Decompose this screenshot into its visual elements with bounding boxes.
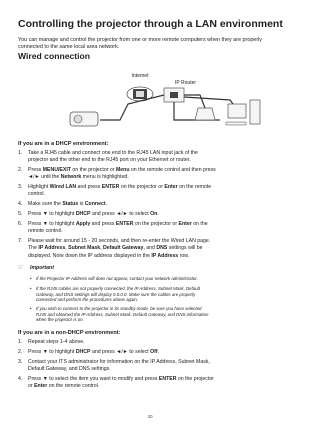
internet-label: Internet bbox=[131, 73, 149, 79]
important-label: Important bbox=[30, 265, 54, 271]
desktop-computer-icon bbox=[226, 100, 260, 125]
note-pencil-icon: ☞ bbox=[18, 265, 24, 271]
important-note-2: • If the RJ45 cables are not properly connected, the IP Address, Subnet Mask, Default Gateway, and DNS settings will display 0.0.0.0. Make sure the cables are properly connected and perform the procedures above again. bbox=[30, 286, 200, 303]
dhcp-step-1: 1. Take a RJ45 cable and connect one end to the RJ45 LAN input jack of the projector and the other end to the RJ45 port on your Ethernet or router. bbox=[18, 150, 198, 164]
non-dhcp-step-4: 4. Press ▼ to select the item you want to modify and press ENTER on the projector or Enter on the remote control. bbox=[18, 376, 214, 390]
non-dhcp-heading: If you are in a non-DHCP environment: bbox=[18, 330, 121, 336]
non-dhcp-step-2: 2. Press ▼ to highlight DHCP and press ◄/► to select Off. bbox=[18, 349, 160, 355]
internet-cloud-icon bbox=[127, 73, 153, 101]
important-note-1: • If the Projector IP Address still does not appear, contact your network administrator. bbox=[30, 276, 198, 281]
projector-icon bbox=[70, 112, 98, 126]
page-number: 30 bbox=[147, 414, 153, 419]
important-heading bbox=[18, 264, 138, 272]
network-diagram bbox=[60, 64, 290, 136]
non-dhcp-step-1: 1. Repeat steps 1-4 above. bbox=[18, 339, 85, 345]
router-icon bbox=[164, 80, 196, 102]
page-title: Controlling the projector through a LAN environment bbox=[18, 18, 283, 30]
laptop-icon bbox=[195, 108, 215, 120]
section-heading: Wired connection bbox=[18, 51, 91, 61]
dhcp-step-5: 5. Press ▼ to highlight DHCP and press ◄/► to select On. bbox=[18, 211, 159, 217]
dhcp-step-4: 4. Make sure the Status is Connect. bbox=[18, 201, 108, 207]
dhcp-step-6: 6. Press ▼ to highlight Apply and press ENTER on the projector or Enter on the remote control. bbox=[18, 221, 208, 235]
non-dhcp-step-3: 3. Contact your ITS administrator for information on the IP Address, Subnet Mask, Default Gateway, and DNS settings. bbox=[18, 359, 210, 373]
important-note-3: • If you wish to connect to the projector in its standby mode, be sure you have selected RJ45 and obtained the IP Address, Subnet Mask, Default Gateway, and DNS information when the projector is on. bbox=[30, 306, 209, 323]
dhcp-heading: If you are in a DHCP environment: bbox=[18, 141, 109, 147]
router-label: IP Router bbox=[175, 80, 197, 86]
intro-paragraph: You can manage and control the projector from one or more remote computers when they are properly connected to the same local area network. bbox=[18, 37, 263, 51]
dhcp-step-2: 2. Press MENU/EXIT on the projector or Menu on the remote control and then press ◄/► until the Network menu is highlighted. bbox=[18, 167, 216, 181]
dhcp-step-3: 3. Highlight Wired LAN and press ENTER on the projector or Enter on the remote control. bbox=[18, 184, 212, 198]
dhcp-step-7: 7. Please wait for around 15 - 20 seconds, and then re-enter the Wired LAN page. The IP Address, Subnet Mask, Default Gateway, and DNS settings will be displayed. Note down the IP address displayed in the IP Address row. bbox=[18, 238, 211, 259]
